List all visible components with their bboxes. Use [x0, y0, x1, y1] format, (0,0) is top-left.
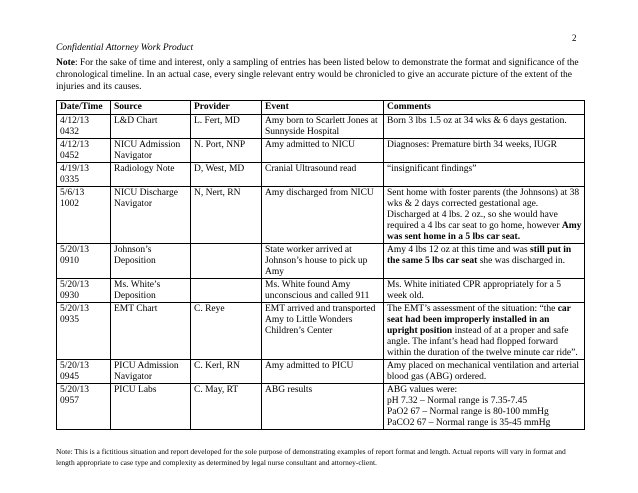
entry-time: 0935: [60, 315, 79, 325]
cell-comments: [384, 384, 585, 430]
cell-date-time: [57, 187, 111, 244]
comment-line: pH 7.32 – Normal range is 7.35-7.45: [387, 396, 528, 406]
cell-event: Cranial Ultrasound read: [262, 163, 384, 187]
cell-provider: N. Port, NNP: [191, 139, 262, 163]
cell-provider: N, Nert, RN: [191, 187, 262, 244]
entry-time: 0335: [60, 175, 79, 185]
entry-time: 0945: [60, 372, 79, 382]
comment-emphasis: car seat had been improperly installed in an upright position: [387, 304, 571, 336]
cell-date-time: [57, 139, 111, 163]
cell-source: NICU Discharge Navigator: [111, 187, 191, 244]
cell-comments: [384, 279, 585, 303]
entry-date: 5/20/13: [60, 361, 90, 371]
cell-comments: [384, 187, 585, 244]
table-header-row: [57, 101, 585, 115]
header-date-time: Date/Time: [57, 101, 111, 115]
comment-line: PaO2 67 – Normal range is 80-100 mmHg: [387, 407, 549, 417]
comment-emphasis: still put in the same 5 lbs car seat: [387, 245, 572, 266]
cell-date-time: [57, 163, 111, 187]
cell-event: Amy admitted to PICU: [262, 360, 384, 384]
cell-event: ABG results: [262, 384, 384, 430]
comment-text: Born 3 lbs 1.5 oz at 34 wks & 6 days gestation.: [387, 116, 567, 126]
cell-event: State worker arrived at Johnson’s house to pick up Amy: [262, 244, 384, 279]
comment-text: “insignificant findings”: [387, 164, 477, 174]
footer-note: Note: This is a fictitious situation and report developed for the sole purpose of demonstrating examples of report format and length. Actual reports will vary in format and length appropriate to case type and complexity as determined by legal nurse consultant and attorney-client.: [56, 447, 566, 467]
timeline-table: [56, 100, 585, 430]
entry-time: 0432: [60, 127, 79, 137]
comment-text: Diagnoses: Premature birth 34 weeks, IUGR: [387, 140, 557, 150]
entry-time: 0930: [60, 291, 79, 301]
entry-date: 5/6/13: [60, 188, 85, 198]
cell-source: L&D Chart: [111, 115, 191, 139]
comment-text: Ms. White initiated CPR appropriately for a 5 week old.: [387, 280, 561, 301]
comment-text: instead of at a proper and safe angle. The infant’s head had flopped forward within the duration of the twelve minute car ride”.: [387, 326, 578, 358]
cell-event: EMT arrived and transported Amy to Little Wonders Children’s Center: [262, 303, 384, 360]
entry-date: 5/20/13: [60, 304, 90, 314]
cell-comments: [384, 115, 585, 139]
comment-text: Sent home with foster parents (the Johnsons) at 38 wks & 2 days corrected gestational age. Discharged at 4 lbs. 2 oz., so she would have required a 4 lbs car seat to go home, however: [387, 188, 580, 231]
header-provider: Provider: [191, 101, 262, 115]
cell-event: Ms. White found Amy unconscious and called 911: [262, 279, 384, 303]
entry-time: 1002: [60, 199, 79, 209]
table-row: [57, 187, 585, 244]
cell-comments: [384, 244, 585, 279]
cell-event: Amy admitted to NICU: [262, 139, 384, 163]
cell-source: Radiology Note: [111, 163, 191, 187]
table-row: [57, 279, 585, 303]
confidential-label: Confidential Attorney Work Product: [56, 43, 194, 53]
entry-date: 4/12/13: [60, 116, 90, 126]
entry-date: 5/20/13: [60, 245, 90, 255]
cell-date-time: [57, 303, 111, 360]
table-row: [57, 139, 585, 163]
cell-provider: C. Kerl, RN: [191, 360, 262, 384]
cell-event: Amy born to Scarlett Jones at Sunnyside Hospital: [262, 115, 384, 139]
comment-text: she was discharged in.: [477, 256, 566, 266]
cell-source: Ms. White’s Deposition: [111, 279, 191, 303]
comment-text: The EMT’s assessment of the situation: “the: [387, 304, 558, 314]
cell-provider: [191, 279, 262, 303]
table-row: [57, 244, 585, 279]
entry-date: 5/20/13: [60, 385, 90, 395]
cell-comments: [384, 360, 585, 384]
cell-provider: C. Reye: [191, 303, 262, 360]
cell-date-time: [57, 115, 111, 139]
entry-date: 4/12/13: [60, 140, 90, 150]
cell-comments: [384, 139, 585, 163]
table-row: [57, 163, 585, 187]
entry-date: 4/19/13: [60, 164, 90, 174]
comment-line: PaCO2 67 – Normal range is 35-45 mmHg: [387, 418, 551, 428]
header-event: Event: [262, 101, 384, 115]
cell-provider: C. May, RT: [191, 384, 262, 430]
cell-source: NICU Admission Navigator: [111, 139, 191, 163]
entry-time: 0957: [60, 396, 79, 406]
cell-provider: D, West, MD: [191, 163, 262, 187]
table-row: [57, 303, 585, 360]
cell-provider: L. Fert, MD: [191, 115, 262, 139]
note-label: Note: [56, 58, 75, 68]
header-comments: Comments: [384, 101, 585, 115]
cell-source: PICU Admission Navigator: [111, 360, 191, 384]
table-row: [57, 384, 585, 430]
comment-line: ABG values were:: [387, 385, 458, 395]
cell-provider: [191, 244, 262, 279]
comment-text: Amy 4 lbs 12 oz at this time and was: [387, 245, 531, 255]
header-source: Source: [111, 101, 191, 115]
cell-comments: [384, 163, 585, 187]
page-number: 2: [572, 33, 577, 43]
comment-emphasis: Amy was sent home in a 5 lbs car seat.: [387, 221, 582, 242]
table-row: [57, 115, 585, 139]
table-row: [57, 360, 585, 384]
cell-date-time: [57, 360, 111, 384]
cell-source: PICU Labs: [111, 384, 191, 430]
comment-text: Amy placed on mechanical ventilation and arterial blood gas (ABG) ordered.: [387, 361, 580, 382]
entry-time: 0910: [60, 256, 79, 266]
cell-date-time: [57, 279, 111, 303]
entry-time: 0452: [60, 151, 79, 161]
entry-date: 5/20/13: [60, 280, 90, 290]
cell-source: EMT Chart: [111, 303, 191, 360]
cell-source: Johnson’s Deposition: [111, 244, 191, 279]
intro-note: [56, 57, 584, 93]
cell-date-time: [57, 244, 111, 279]
cell-date-time: [57, 384, 111, 430]
note-text: : For the sake of time and interest, only a sampling of entries has been listed below to demonstrate the format and significance of the chronological timeline. In an actual case, every single relevant entry would be chronicled to give an accurate picture of the extent of the injuries and its causes.: [56, 58, 579, 92]
cell-comments: [384, 303, 585, 360]
cell-event: Amy discharged from NICU: [262, 187, 384, 244]
